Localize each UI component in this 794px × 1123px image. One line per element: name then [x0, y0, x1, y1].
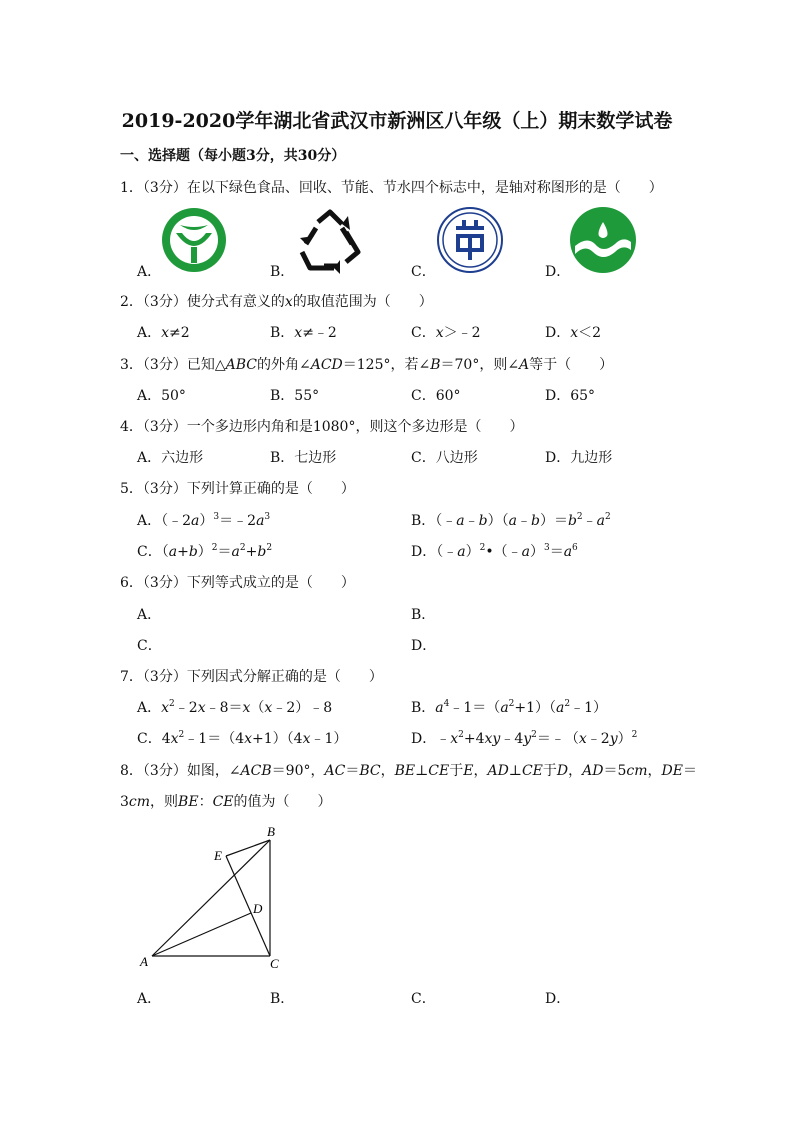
segment-be [226, 840, 270, 856]
q8-option-b: B． [270, 991, 295, 1007]
q1-option-b: B． [270, 264, 295, 280]
geometry-figure [136, 820, 286, 972]
q7-option-b: B．$a^4﹣1=(a^2+1)(a^2﹣1)$ [411, 699, 608, 716]
water-saving-logo-icon [569, 206, 637, 274]
question-3-stem: 3．（3分）已知△ABC的外角∠ACD＝125°，若∠B＝70°，则∠A等于（ ） [120, 357, 614, 373]
q8-option-a: A． [137, 991, 162, 1007]
q7-option-d: D．$﹣x^2+4xy﹣4y^2=﹣(x﹣2y)^2$ [411, 730, 638, 747]
q2-option-b: B．x≠﹣2 [270, 325, 337, 341]
q2-option-d: D．x＜2 [545, 325, 602, 341]
question-8-stem-line-2: 3cm，则BE：CE的值为（ ） [120, 794, 332, 810]
q6-option-d: D． [411, 638, 437, 654]
question-2-stem: 2．（3分）使分式有意义的x的取值范围为（ ） [120, 294, 433, 310]
q2-option-c: C．x＞﹣2 [411, 325, 481, 341]
segment-ad [152, 913, 251, 956]
q5-option-d: D．$(﹣a)^2•(﹣a)^3=a^6$ [411, 543, 578, 560]
page-title: 2019-2020学年湖北省武汉市新洲区八年级（上）期末数学试卷 [121, 110, 673, 132]
q2-option-a: A．x≠2 [137, 325, 190, 341]
label-e: E [214, 848, 222, 863]
question-7-stem: 7．（3分）下列因式分解正确的是（ ） [120, 669, 383, 685]
label-c: C [270, 956, 279, 971]
q4-option-d: D．九边形 [545, 450, 613, 466]
label-d: D [253, 901, 263, 916]
q7-option-a: A．$x^2﹣2x﹣8=x(x﹣2)﹣8$ [137, 699, 333, 716]
segment-ec [226, 856, 270, 956]
q4-option-b: B．七边形 [270, 450, 337, 466]
q3-option-a: A．50° [137, 388, 186, 404]
question-1-stem: 1．（3分）在以下绿色食品、回收、节能、节水四个标志中，是轴对称图形的是（ ） [120, 180, 663, 196]
q3-option-d: D．65° [545, 388, 596, 404]
label-a: A [140, 954, 148, 969]
q6-option-a: A． [137, 607, 162, 623]
q4-option-c: C．八边形 [411, 450, 478, 466]
q8-option-c: C． [411, 991, 436, 1007]
section-heading: 一、选择题（每小题3分，共30分） [120, 148, 346, 164]
question-5-stem: 5．（3分）下列计算正确的是（ ） [120, 481, 355, 497]
q6-option-c: C． [137, 638, 162, 654]
q7-option-c: C．$4x^2﹣1=(4x+1)(4x﹣1)$ [137, 730, 348, 747]
green-food-logo-icon [160, 207, 228, 273]
q5-option-a: A．$(﹣2a)^3=﹣2a^3$ [137, 512, 271, 529]
question-8-stem-line-1: 8．（3分）如图，∠ACB＝90°，AC＝BC，BE⊥CE于E，AD⊥CE于D，AD＝5cm，DE＝ [120, 763, 697, 779]
recycle-logo-icon [296, 208, 364, 274]
q1-option-a: A． [137, 264, 162, 280]
q1-option-d: D． [545, 264, 571, 280]
energy-saving-logo-icon [436, 206, 504, 274]
q5-option-c: C．$(a+b)^2=a^2+b^2$ [137, 543, 273, 560]
q8-option-d: D． [545, 991, 571, 1007]
q6-option-b: B． [411, 607, 436, 623]
q1-option-c: C． [411, 264, 436, 280]
label-b: B [267, 824, 275, 839]
q3-option-c: C．60° [411, 388, 461, 404]
question-4-stem: 4．（3分）一个多边形内角和是1080°，则这个多边形是（ ） [120, 419, 524, 435]
question-6-stem: 6．（3分）下列等式成立的是（ ） [120, 575, 355, 591]
q5-option-b: B．$(﹣a﹣b)(a﹣b)=b^2﹣a^2$ [411, 512, 611, 529]
q4-option-a: A．六边形 [137, 450, 204, 466]
q3-option-b: B．55° [270, 388, 320, 404]
segment-ab [152, 840, 270, 956]
